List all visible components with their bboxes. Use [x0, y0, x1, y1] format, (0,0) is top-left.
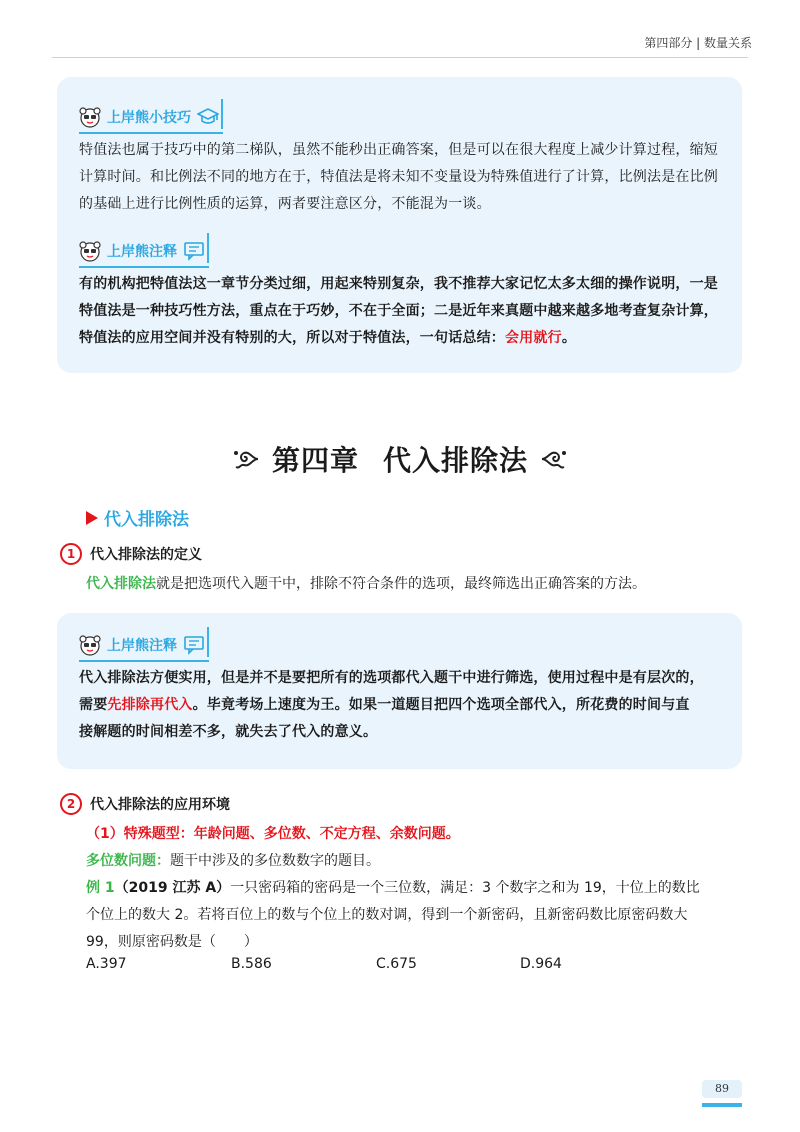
- term-highlight: 代入排除法: [86, 576, 156, 592]
- item-1-definition: 代入排除法就是把选项代入题干中，排除不符合条件的选项，最终筛选出正确答案的方法。: [86, 576, 646, 592]
- tip-tag: [79, 103, 219, 131]
- option-a[interactable]: A.397: [86, 956, 127, 972]
- page-accent-bar: [702, 1103, 742, 1107]
- bear-mascot-icon: [79, 106, 101, 128]
- header-divider: [52, 57, 748, 58]
- section-heading: [86, 505, 189, 530]
- circled-number-1: 1: [60, 543, 82, 565]
- chapter-title: 代入排除法: [383, 444, 529, 477]
- tip-label: 上岸熊小技巧: [107, 110, 191, 126]
- note-tag-2: [79, 631, 205, 659]
- tip-body: 特值法也属于技巧中的第二梯队，虽然不能秒出正确答案，但是可以在很大程度上减少计算过程，缩短计算时间。和比例法不同的地方在于，特值法是将未知不变量设为特殊值进行了计算，比例法是在比例的基础上进行比例性质的运算，两者要注意区分，不能混为一谈。: [79, 142, 718, 212]
- highlight-text: 先排除再代入: [107, 697, 193, 713]
- chapter-heading: [0, 434, 800, 484]
- section-title: 代入排除法: [104, 510, 189, 530]
- note-tag-1: [79, 237, 205, 265]
- graduation-cap-icon: [197, 107, 219, 127]
- note-body-2: 代入排除法方便实用，但是并不是要把所有的选项都代入题干中进行筛选，使用过程中是有层次的， 需要先排除再代入。毕竟考场上速度为王。如果一道题目把四个选项全部代入，所花费的时间与直 接解题的时间相差不多，就失去了代入的意义。: [79, 670, 704, 740]
- speech-bubble-icon: [183, 635, 205, 655]
- ornament-right-icon: [538, 445, 568, 473]
- circled-number-2: 2: [60, 793, 82, 815]
- page-number: 89: [702, 1080, 742, 1098]
- item-2-subheading: （1）特殊题型：年龄问题、多位数、不定方程、余数问题。: [86, 826, 460, 842]
- speech-bubble-icon: [183, 241, 205, 261]
- multi-digit-label: 多位数问题：: [86, 853, 170, 869]
- note-label-1: 上岸熊注释: [107, 244, 177, 260]
- item-2-heading: [60, 793, 230, 815]
- option-c[interactable]: C.675: [376, 956, 417, 972]
- option-b[interactable]: B.586: [231, 956, 272, 972]
- item-1-title: 代入排除法的定义: [90, 547, 202, 563]
- note-box-2: [57, 613, 742, 769]
- tip-note-box: [57, 77, 742, 373]
- header-text: 第四部分 | 数量关系: [644, 36, 752, 50]
- example-source: （2019 江苏 A）: [114, 880, 231, 896]
- highlight-text: 会用就行: [505, 330, 562, 346]
- item-1-heading: [60, 543, 202, 565]
- ornament-left-icon: [232, 445, 262, 473]
- example-1: 例 1（2019 江苏 A）一只密码箱的密码是一个三位数，满足：3 个数字之和为 19，十位上的数比 个位上的数大 2。若将百位上的数与个位上的数对调，得到一个新密码，且新密码数比原密码数大 99，则原密码数是（ ）: [86, 880, 700, 950]
- note-body-1: 有的机构把特值法这一章节分类过细，用起来特别复杂，我不推荐大家记忆太多太细的操作说明，一是特值法是一种技巧性方法，重点在于巧妙，不在于全面；二是近年来真题中越来越多地考查复杂计算，特值法的应用空间并没有特别的大，所以对于特值法，一句话总结：会用就行。: [79, 276, 718, 346]
- note-label-2: 上岸熊注释: [107, 638, 177, 654]
- item-2-title: 代入排除法的应用环境: [90, 797, 230, 813]
- triangle-bullet-icon: [86, 511, 98, 525]
- multi-digit-line: 多位数问题：题干中涉及的多位数数字的题目。: [86, 853, 380, 869]
- page-header: [0, 0, 800, 60]
- bear-mascot-icon: [79, 240, 101, 262]
- chapter-number: 第四章: [271, 444, 359, 477]
- bear-mascot-icon: [79, 634, 101, 656]
- option-d[interactable]: D.964: [520, 956, 562, 972]
- example-label: 例 1: [86, 880, 115, 896]
